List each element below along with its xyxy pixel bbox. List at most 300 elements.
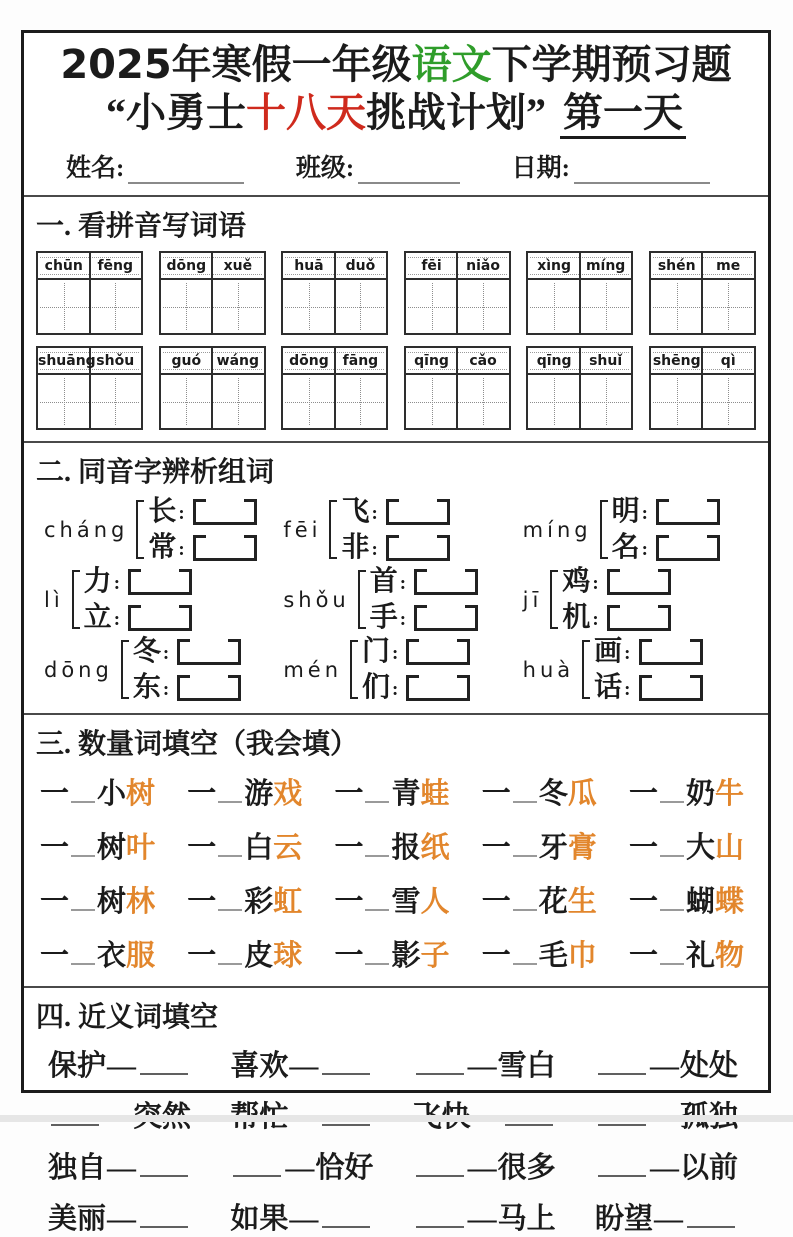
colon: :: [113, 609, 121, 630]
synonym-item: [230, 1145, 373, 1186]
noun-orange-part: 巾: [567, 940, 597, 972]
noun-orange-part: 纸: [420, 832, 450, 864]
synonym-item: [413, 1145, 556, 1186]
noun-orange-part: 叶: [126, 832, 156, 864]
homophone-row: [24, 637, 768, 702]
synonym-word: 独自: [48, 1152, 107, 1184]
date-field-line: [574, 156, 710, 184]
noun-orange-part: 山: [714, 832, 744, 864]
pinyin-syllable: fēi: [421, 258, 442, 274]
quantifier-item: [482, 825, 597, 866]
pinyin-syllable: dōng: [166, 258, 207, 274]
synonym-blank: [598, 1124, 646, 1126]
quantifier-blank: [218, 855, 242, 857]
dash: —: [467, 1152, 497, 1184]
dash: —: [654, 1203, 683, 1235]
noun-black-part: 影: [391, 940, 421, 972]
answer-bracket: [386, 499, 450, 525]
synonym-word: 恰好: [315, 1152, 374, 1184]
pinyin-word-box: [404, 251, 511, 335]
noun-orange-part: 蛙: [420, 778, 450, 810]
quantifier-blank: [71, 909, 95, 911]
synonym-blank: [140, 1175, 188, 1177]
dotted-guide-line: [238, 283, 239, 330]
numeral-one: 一: [628, 886, 658, 918]
colon: :: [624, 679, 631, 700]
dash: —: [289, 1203, 319, 1235]
section3-heading: 三. 数量词填空（我会填）: [36, 729, 359, 760]
homophone-character: 门: [362, 636, 391, 667]
pinyin-band: [651, 253, 754, 280]
synonym-word: 保护: [48, 1050, 107, 1082]
dash: —: [649, 1050, 679, 1082]
quantifier-blank: [660, 963, 684, 965]
noun-orange-part: 球: [273, 940, 303, 972]
homophone-character: 明: [611, 496, 640, 527]
colon: :: [371, 539, 378, 560]
synonym-blank: [598, 1073, 646, 1075]
pinyin-band: [651, 348, 754, 375]
dash: —: [289, 1050, 319, 1082]
quantifier-blank: [71, 855, 95, 857]
pinyin-word-box: [281, 251, 388, 335]
quantifier-item: [629, 825, 744, 866]
quantifier-blank: [513, 963, 537, 965]
answer-bracket: [656, 499, 720, 525]
homophone-character: 非: [341, 532, 370, 563]
numeral-one: 一: [628, 832, 658, 864]
pinyin-syllable: shǒu: [96, 353, 135, 369]
group-bracket: [329, 500, 337, 559]
synonym-item: [413, 1196, 556, 1237]
pinyin-syllable: dōng: [289, 353, 329, 369]
dotted-guide-line: [432, 283, 433, 330]
numeral-one: 一: [334, 886, 364, 918]
dotted-guide-line: [728, 378, 729, 425]
synonym-word: 很多: [497, 1152, 556, 1184]
noun-orange-part: 树: [126, 778, 156, 810]
synonym-blank: [505, 1124, 553, 1126]
dotted-guide-line: [483, 378, 484, 425]
pinyin-band: [406, 348, 509, 375]
class-field: [296, 148, 460, 184]
section-divider: [24, 441, 768, 443]
synonym-blank: [140, 1073, 188, 1075]
quantifier-item: [187, 825, 302, 866]
name-field-label: 姓名:: [66, 155, 125, 182]
synonym-item: [230, 1196, 373, 1237]
numeral-one: 一: [187, 832, 217, 864]
quantifier-item: [187, 933, 302, 974]
pinyin-box-row: [24, 346, 768, 430]
pinyin-syllable: huā: [294, 258, 324, 274]
noun-black-part: 毛: [538, 940, 568, 972]
homophone-character: 话: [594, 672, 623, 703]
dash: —: [649, 1152, 679, 1184]
pinyin-word-box: [159, 251, 266, 335]
answer-bracket: [177, 639, 241, 665]
quantifier-item: [482, 771, 597, 812]
quantifier-item: [629, 879, 744, 920]
quantifier-blank: [71, 963, 95, 965]
group-bracket: [350, 640, 358, 699]
colon: :: [399, 609, 407, 630]
answer-bracket: [607, 569, 671, 595]
title-text-left: 2025年寒假一年级: [60, 42, 412, 88]
synonym-blank: [51, 1124, 99, 1126]
homophone-group: [44, 497, 283, 562]
answer-bracket: [386, 535, 450, 561]
pinyin-band: [283, 348, 386, 375]
pinyin-syllable: niǎo: [466, 258, 500, 274]
dotted-guide-line: [238, 378, 239, 425]
section4-heading: 四. 近义词填空: [36, 1002, 219, 1033]
synonym-item: [48, 1196, 191, 1237]
quantifier-item: [40, 825, 155, 866]
section-divider: [24, 713, 768, 715]
homophone-character: 首: [369, 566, 398, 597]
answer-bracket: [607, 605, 671, 631]
quantifier-item: [40, 771, 155, 812]
synonym-word: 喜欢: [230, 1050, 289, 1082]
dotted-guide-line: [186, 378, 187, 425]
pinyin-band: [406, 253, 509, 280]
dotted-guide-line: [360, 378, 361, 425]
numeral-one: 一: [481, 886, 511, 918]
noun-black-part: 冬: [538, 778, 568, 810]
synonym-blank: [322, 1073, 370, 1075]
homophone-pinyin: fēi: [283, 517, 322, 542]
group-bracket: [600, 500, 608, 559]
pinyin-word-box: [526, 346, 633, 430]
noun-orange-part: 戏: [273, 778, 303, 810]
worksheet-subtitle: [24, 90, 768, 136]
noun-black-part: 礼: [685, 940, 715, 972]
answer-bracket: [656, 535, 720, 561]
dotted-guide-line: [115, 283, 116, 330]
synonym-blank: [598, 1175, 646, 1177]
dotted-guide-line: [309, 283, 310, 330]
name-field-line: [128, 156, 244, 184]
noun-orange-part: 物: [714, 940, 744, 972]
answer-bracket: [193, 535, 257, 561]
quantifier-blank: [365, 801, 389, 803]
subtitle-open-quote: “: [106, 90, 126, 135]
synonym-word: 盼望: [594, 1203, 653, 1235]
pinyin-syllable: shēng: [652, 353, 701, 369]
quantifier-item: [187, 879, 302, 920]
homophone-row: [24, 567, 768, 632]
pinyin-box-row: [24, 251, 768, 335]
pinyin-syllable: qīng: [536, 353, 572, 369]
dotted-guide-line: [677, 378, 678, 425]
quantifier-blank: [513, 801, 537, 803]
quantifier-blank: [218, 963, 242, 965]
pinyin-band: [38, 253, 141, 280]
dotted-guide-line: [64, 283, 65, 330]
name-field: [66, 148, 244, 184]
noun-black-part: 花: [538, 886, 568, 918]
numeral-one: 一: [481, 832, 511, 864]
quantifier-blank: [513, 909, 537, 911]
synonym-blank: [322, 1226, 370, 1228]
pinyin-word-box: [649, 251, 756, 335]
numeral-one: 一: [334, 940, 364, 972]
homophone-row: [24, 497, 768, 562]
pinyin-syllable: shén: [657, 258, 696, 274]
pinyin-syllable: wáng: [216, 353, 260, 369]
answer-bracket: [414, 569, 478, 595]
homophone-character: 鸡: [562, 566, 591, 597]
synonym-blank: [140, 1226, 188, 1228]
subtitle-close-quote: ”: [526, 90, 546, 135]
noun-orange-part: 蝶: [714, 886, 744, 918]
subtitle-text-right: 挑战计划: [366, 90, 526, 135]
homophone-pinyin: lì: [44, 587, 64, 612]
homophone-character: 常: [148, 532, 177, 563]
pinyin-word-box: [159, 346, 266, 430]
pinyin-band: [38, 348, 141, 375]
pinyin-word-box: [281, 346, 388, 430]
noun-black-part: 树: [97, 832, 127, 864]
colon: :: [592, 573, 599, 594]
synonym-blank: [322, 1124, 370, 1126]
dash: —: [285, 1152, 315, 1184]
quantifier-grid: [24, 771, 768, 974]
pinyin-syllable: qīng: [414, 353, 449, 369]
colon: :: [371, 503, 378, 524]
colon: :: [641, 539, 648, 560]
pinyin-syllable: fēng: [97, 258, 134, 274]
homophone-character: 力: [83, 566, 112, 597]
pinyin-syllable: shuǐ: [589, 353, 623, 369]
synonym-item: [595, 1196, 738, 1237]
pinyin-band: [161, 348, 264, 375]
subtitle-text-left: 小勇士: [126, 90, 246, 135]
synonym-blank: [416, 1226, 464, 1228]
pinyin-word-box: [36, 346, 143, 430]
homophone-pinyin: jī: [522, 587, 543, 612]
pinyin-syllable: fāng: [342, 353, 379, 369]
pinyin-syllable: me: [716, 258, 741, 274]
quantifier-blank: [365, 963, 389, 965]
pinyin-band: [283, 253, 386, 280]
quantifier-item: [482, 879, 597, 920]
photo-bottom-edge: [0, 1115, 793, 1122]
date-field-label: 日期:: [511, 155, 570, 182]
numeral-one: 一: [40, 832, 70, 864]
colon: :: [162, 679, 170, 700]
dash: —: [467, 1203, 497, 1235]
dotted-guide-line: [554, 378, 555, 425]
synonym-word: 马上: [497, 1203, 556, 1235]
quantifier-item: [629, 771, 744, 812]
section-divider: [24, 195, 768, 197]
noun-orange-part: 服: [126, 940, 156, 972]
quantifier-blank: [660, 909, 684, 911]
group-bracket: [550, 570, 558, 629]
pinyin-syllable: guó: [171, 353, 202, 369]
noun-black-part: 游: [244, 778, 274, 810]
quantifier-blank: [365, 909, 389, 911]
homophone-character: 东: [132, 672, 161, 703]
noun-orange-part: 膏: [567, 832, 597, 864]
noun-black-part: 雪: [391, 886, 421, 918]
dash: —: [107, 1203, 137, 1235]
answer-bracket: [128, 569, 192, 595]
pinyin-band: [161, 253, 264, 280]
quantifier-blank: [218, 909, 242, 911]
colon: :: [592, 609, 599, 630]
quantifier-item: [334, 825, 449, 866]
colon: :: [399, 573, 407, 594]
noun-black-part: 彩: [244, 886, 274, 918]
subtitle-day-number: 第一天: [560, 90, 686, 139]
dotted-guide-line: [309, 378, 310, 425]
pinyin-syllable: cǎo: [469, 353, 497, 369]
group-bracket: [121, 640, 129, 699]
quantifier-blank: [365, 855, 389, 857]
numeral-one: 一: [40, 886, 70, 918]
worksheet-page: [21, 30, 771, 1235]
synonym-item: [48, 1043, 191, 1084]
numeral-one: 一: [481, 778, 511, 810]
synonym-word: 如果: [230, 1203, 289, 1235]
homophone-pinyin: shǒu: [283, 587, 350, 612]
colon: :: [113, 573, 121, 594]
colon: :: [178, 539, 185, 560]
homophone-pinyin: huà: [522, 657, 575, 682]
dotted-guide-line: [432, 378, 433, 425]
dotted-guide-line: [728, 283, 729, 330]
student-info-row: [66, 148, 710, 184]
dotted-guide-line: [606, 283, 607, 330]
quantifier-item: [482, 933, 597, 974]
pinyin-syllable: shuāng: [38, 353, 96, 369]
quantifier-blank: [218, 801, 242, 803]
noun-black-part: 牙: [538, 832, 568, 864]
homophone-group: [523, 567, 762, 632]
homophone-character: 冬: [132, 636, 161, 667]
answer-bracket: [406, 639, 470, 665]
synonym-blank: [416, 1073, 464, 1075]
homophone-character: 们: [362, 672, 391, 703]
answer-bracket: [406, 675, 470, 701]
pinyin-syllable: qì: [720, 353, 736, 369]
noun-black-part: 青: [391, 778, 421, 810]
pinyin-word-box: [526, 251, 633, 335]
noun-black-part: 大: [685, 832, 715, 864]
noun-orange-part: 子: [420, 940, 450, 972]
quantifier-blank: [71, 801, 95, 803]
dotted-guide-line: [186, 283, 187, 330]
quantifier-item: [334, 879, 449, 920]
dotted-guide-line: [554, 283, 555, 330]
colon: :: [641, 503, 648, 524]
synonym-grid: [24, 1043, 768, 1237]
numeral-one: 一: [40, 778, 70, 810]
pinyin-syllable: xuě: [223, 258, 253, 274]
homophone-character: 长: [148, 496, 177, 527]
dotted-guide-line: [606, 378, 607, 425]
synonym-item: [595, 1043, 738, 1084]
noun-black-part: 白: [244, 832, 274, 864]
numeral-one: 一: [334, 778, 364, 810]
class-field-label: 班级:: [295, 155, 355, 182]
dash: —: [107, 1050, 137, 1082]
quantifier-blank: [513, 855, 537, 857]
dotted-guide-line: [64, 378, 65, 425]
noun-orange-part: 人: [420, 886, 450, 918]
homophone-character: 名: [611, 532, 640, 563]
colon: :: [392, 643, 399, 664]
quantifier-blank: [660, 855, 684, 857]
pinyin-band: [528, 253, 631, 280]
synonym-blank: [233, 1175, 281, 1177]
noun-orange-part: 虹: [273, 886, 303, 918]
quantifier-item: [334, 771, 449, 812]
synonym-blank: [416, 1175, 464, 1177]
noun-black-part: 报: [391, 832, 421, 864]
homophone-character: 立: [83, 602, 112, 633]
homophone-group: [44, 567, 283, 632]
numeral-one: 一: [334, 832, 364, 864]
pinyin-word-box: [649, 346, 756, 430]
quantifier-item: [40, 933, 155, 974]
noun-orange-part: 生: [567, 886, 597, 918]
synonym-blank: [687, 1226, 735, 1228]
answer-bracket: [639, 675, 703, 701]
answer-bracket: [193, 499, 257, 525]
colon: :: [624, 643, 631, 664]
quantifier-item: [40, 879, 155, 920]
synonym-item: [413, 1043, 556, 1084]
class-field-line: [358, 156, 460, 184]
title-subject-highlight: 语文: [411, 42, 492, 88]
colon: :: [162, 643, 170, 664]
dotted-guide-line: [115, 378, 116, 425]
noun-black-part: 衣: [97, 940, 127, 972]
group-bracket: [72, 570, 80, 629]
date-field: [512, 148, 710, 184]
title-text-right: 下学期预习题: [491, 42, 732, 88]
group-bracket: [136, 500, 144, 559]
quantifier-item: [187, 771, 302, 812]
answer-bracket: [177, 675, 241, 701]
dash: —: [107, 1152, 137, 1184]
homophone-character: 手: [369, 602, 398, 633]
dash: —: [467, 1050, 497, 1082]
numeral-one: 一: [628, 778, 658, 810]
numeral-one: 一: [187, 778, 217, 810]
numeral-one: 一: [187, 940, 217, 972]
noun-black-part: 树: [97, 886, 127, 918]
noun-orange-part: 林: [126, 886, 156, 918]
synonym-item: [595, 1145, 738, 1186]
homophone-pinyin: míng: [522, 517, 592, 542]
section1-heading: 一. 看拼音写词语: [36, 211, 247, 242]
dotted-guide-line: [360, 283, 361, 330]
section-divider: [24, 986, 768, 988]
pinyin-syllable: xìng: [537, 258, 572, 274]
noun-black-part: 奶: [685, 778, 715, 810]
answer-bracket: [414, 605, 478, 631]
numeral-one: 一: [40, 940, 70, 972]
homophone-group: [283, 567, 522, 632]
noun-black-part: 蝴: [685, 886, 715, 918]
pinyin-band: [528, 348, 631, 375]
homophone-pinyin: cháng: [44, 517, 129, 542]
